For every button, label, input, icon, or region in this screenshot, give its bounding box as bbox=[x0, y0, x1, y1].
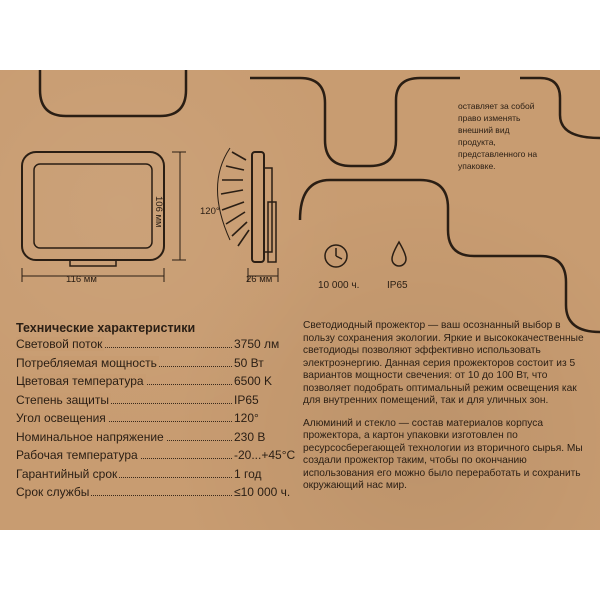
spec-row bbox=[16, 428, 296, 447]
description-paragraph-1: Светодиодный прожектор — ваш осознанный выбор в пользу сохранения экологии. Яркие и высококачественные светодиоды позволяют эффективно использовать электроэнергию. Данная серия прожекторов состоит из 5 вариантов мощности свечения: от 10 до 100 Вт, что позволяет подобрать оптимальный режим освещения как для внутренних помещений, так и для уличных зон. bbox=[303, 320, 584, 406]
spec-label: Потребляемая мощность bbox=[16, 355, 157, 370]
protection-label: IP65 bbox=[387, 280, 408, 291]
spec-value: -20...+45°C bbox=[234, 448, 296, 462]
width-dimension-label: 116 мм bbox=[66, 274, 97, 285]
spec-label: Степень защиты bbox=[16, 392, 109, 407]
spec-value: ≤10 000 ч. bbox=[234, 485, 291, 499]
beam-angle-label: 120° bbox=[200, 206, 220, 217]
spec-row bbox=[16, 354, 296, 373]
spec-row bbox=[16, 335, 296, 354]
spec-label: Срок службы bbox=[16, 485, 90, 499]
spec-row bbox=[16, 446, 296, 465]
spec-value: 50 Вт bbox=[234, 355, 264, 370]
kraft-packaging-panel bbox=[0, 70, 600, 530]
spec-row bbox=[16, 465, 296, 484]
spec-row bbox=[16, 372, 296, 391]
spec-row bbox=[16, 483, 296, 502]
depth-dimension-label: 26 мм bbox=[246, 274, 273, 285]
spec-label: Световой поток bbox=[16, 337, 103, 351]
spec-row bbox=[16, 391, 296, 410]
spec-label: Цветовая температура bbox=[16, 374, 144, 388]
height-dimension-label: 106 мм bbox=[153, 196, 164, 228]
product-description bbox=[303, 320, 593, 503]
lifetime-label: 10 000 ч. bbox=[318, 280, 360, 291]
clock-icon bbox=[325, 245, 347, 267]
spec-label: Номинальное напряжение bbox=[16, 429, 164, 444]
spec-value: 1 год bbox=[234, 466, 262, 481]
floodlight-side-diagram bbox=[218, 148, 279, 282]
spec-label: Угол освещения bbox=[16, 411, 106, 425]
spec-value: 6500 K bbox=[234, 374, 273, 388]
description-paragraph-2: Алюминий и стекло — состав материалов корпуса прожектора, а картон упаковки изготовлен по ресурсосберегающей технологии из вторичного сырья. Мы создали прожектор таким, чтобы по окончанию использования его можно было переработать и сохранить окружающий нас мир. bbox=[303, 417, 583, 491]
water-drop-icon bbox=[392, 242, 406, 266]
spec-label: Гарантийный срок bbox=[16, 466, 118, 481]
spec-label: Рабочая температура bbox=[16, 448, 138, 462]
spec-value: 120° bbox=[234, 411, 259, 425]
specs-title: Технические характеристики bbox=[16, 321, 196, 335]
disclaimer-note: оставляет за собой право изменять внешний вид продукта, представленного на упаковке. bbox=[458, 101, 538, 171]
spec-value: IP65 bbox=[234, 392, 259, 407]
spec-row bbox=[16, 409, 296, 428]
specs-table bbox=[16, 335, 296, 502]
spec-value: 230 В bbox=[234, 429, 266, 444]
spec-value: 3750 лм bbox=[234, 337, 280, 351]
